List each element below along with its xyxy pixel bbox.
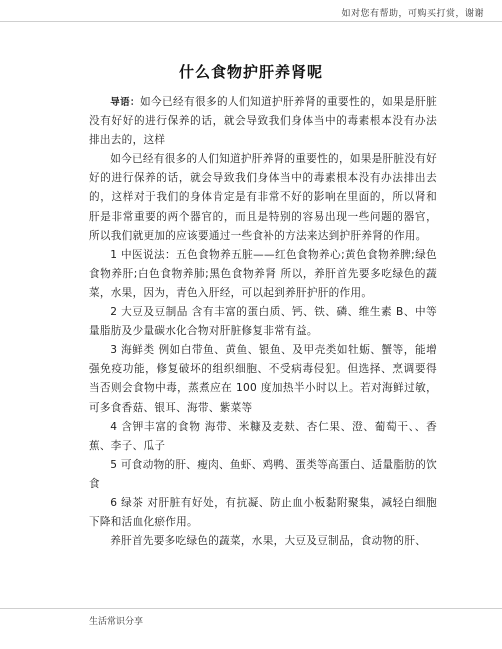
body-paragraph-item-2: 2 大豆及豆制品 含有丰富的蛋白质、钙、铁、磷、维生素 B、中等量脂肪及少量碳水化合物对肝脏修复非常有益。 [89, 306, 437, 338]
body-paragraph-item-4: 4 含钾丰富的食物 海带、米糠及麦麸、杏仁果、澄、葡萄干、、香蕉、李子、瓜子 [89, 420, 437, 452]
guide-label: 导语： [110, 97, 140, 108]
header-note: 如对您有帮助，可购买打赏，谢谢 [341, 9, 484, 19]
footer-note: 生活常识分享 [89, 617, 144, 627]
body-paragraph-item-5: 5 可食动物的肝、瘦肉、鱼虾、鸡鸭、蛋类等高蛋白、适量脂肪的饮食 [89, 458, 437, 490]
guide-text: 如今已经有很多的人们知道护肝养肾的重要性的，如果是肝脏没有好好的进行保养的话，就会导致我们身体当中的毒素根本没有办法排出去的，这样 [89, 96, 437, 147]
footer-divider [0, 608, 502, 609]
guide-paragraph [89, 93, 437, 150]
body-paragraph-item-3: 3 海鲜类 例如白带鱼、黄鱼、银鱼、及甲壳类如牡蛎、蟹等，能增强免疫功能，修复破坏的组织细胞、不受病毒侵犯。但选择、烹调要得当否则会食物中毒，蒸煮应在 100 度加热半小时以上。若对海鲜过敏，可多食香菇、银耳、海带、紫菜等 [89, 344, 437, 414]
document-body [89, 93, 437, 551]
body-paragraph-item-1: 1 中医说法：五色食物养五脏——红色食物养心;黄色食物养脾;绿色食物养肝;白色食物养肺;黑色食物养肾 所以，养肝首先要多吃绿色的蔬菜，水果，因为，青色入肝经，可以起到养肝护肝的作用。 [89, 248, 437, 299]
body-paragraph-intro: 如今已经有很多的人们知道护肝养肾的重要性的，如果是肝脏没有好好的进行保养的话，就会导致我们身体当中的毒素根本没有办法排出去的，这样对于我们的身体肯定是有非常不好的影响在里面的，所以肾和肝是非常重要的两个器官的，而且是特别的容易出现一些问题的器官，所以我们就更加的应该要通过一些食补的方法来达到护肝养肾的作用。 [89, 153, 437, 242]
body-paragraph-summary: 养肝首先要多吃绿色的蔬菜，水果，大豆及豆制品，食动物的肝、 [110, 535, 427, 548]
header-divider [0, 21, 502, 22]
document-title: 什么食物护肝养肾呢 [178, 63, 323, 81]
body-paragraph-item-6: 6 绿茶 对肝脏有好处，有抗凝、防止血小板黏附聚集，减轻白细胞下降和活血化瘀作用。 [89, 496, 437, 529]
